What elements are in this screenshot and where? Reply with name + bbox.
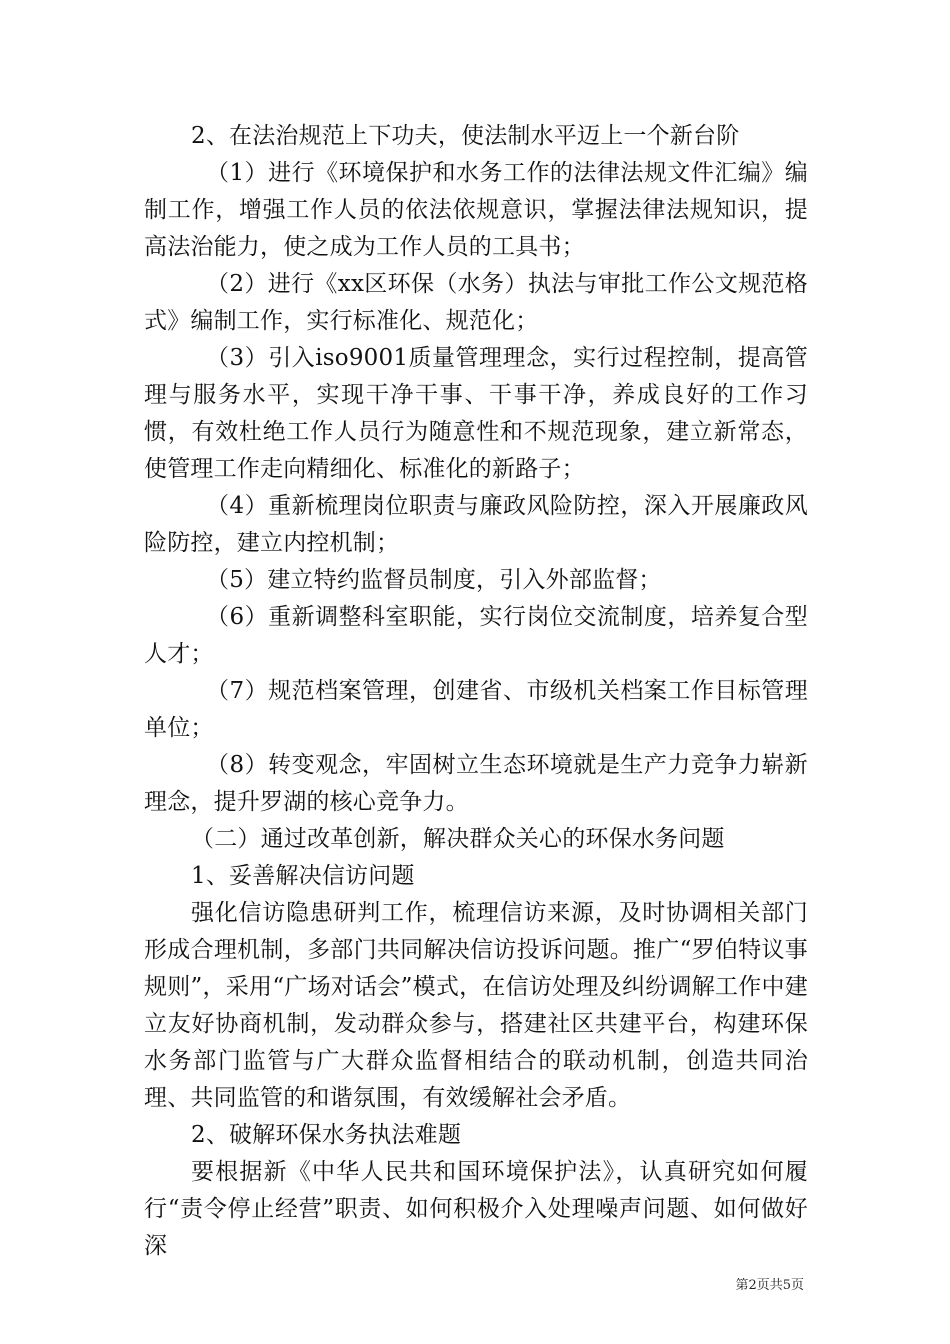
- document-body: [144, 118, 808, 1265]
- list-item-6: （6）重新调整科室职能，实行岗位交流制度，培养复合型人才；: [144, 604, 808, 667]
- list-item-5: （5）建立特约监督员制度，引入外部监督；: [206, 567, 662, 593]
- section-heading-rule-of-law: 2、在法治规范上下功夫，使法制水平迈上一个新台阶: [191, 123, 740, 149]
- page-number-footer: 第2页共5页: [735, 1278, 804, 1293]
- section-heading-reform: （二）通过改革创新，解决群众关心的环保水务问题: [191, 826, 725, 852]
- list-item-8: （8）转变观念，牢固树立生态环境就是生产力竞争力崭新理念，提升罗湖的核心竞争力。: [144, 752, 808, 815]
- subheading-petition: 1、妥善解决信访问题: [191, 863, 415, 889]
- list-item-1: （1）进行《环境保护和水务工作的法律法规文件汇编》编制工作，增强工作人员的依法依规意识，掌握法律法规知识，提高法治能力，使之成为工作人员的工具书；: [144, 160, 808, 260]
- list-item-3: （3）引入iso9001质量管理理念，实行过程控制，提高管理与服务水平，实现干净干事、干事干净，养成良好的工作习惯，有效杜绝工作人员行为随意性和不规范现象，建立新常态，使管理工作走向精细化、标准化的新路子；: [144, 345, 808, 482]
- subheading-enforcement: 2、破解环保水务执法难题: [191, 1122, 462, 1148]
- paragraph-petition: 强化信访隐患研判工作，梳理信访来源，及时协调相关部门形成合理机制，多部门共同解决信访投诉问题。推广“罗伯特议事规则”，采用“广场对话会”模式，在信访处理及纠纷调解工作中建立友好协商机制，发动群众参与，搭建社区共建平台，构建环保水务部门监管与广大群众监督相结合的联动机制，创造共同治理、共同监管的和谐氛围，有效缓解社会矛盾。: [144, 900, 808, 1111]
- list-item-4: （4）重新梳理岗位职责与廉政风险防控，深入开展廉政风险防控，建立内控机制；: [144, 493, 808, 556]
- list-item-2: （2）进行《xx区环保（水务）执法与审批工作公文规范格式》编制工作，实行标准化、规范化；: [144, 271, 808, 334]
- paragraph-enforcement: 要根据新《中华人民共和国环境保护法》，认真研究如何履行“责令停止经营”职责、如何积极介入处理噪声问题、如何做好深: [144, 1159, 808, 1259]
- list-item-7: （7）规范档案管理，创建省、市级机关档案工作目标管理单位；: [144, 678, 808, 741]
